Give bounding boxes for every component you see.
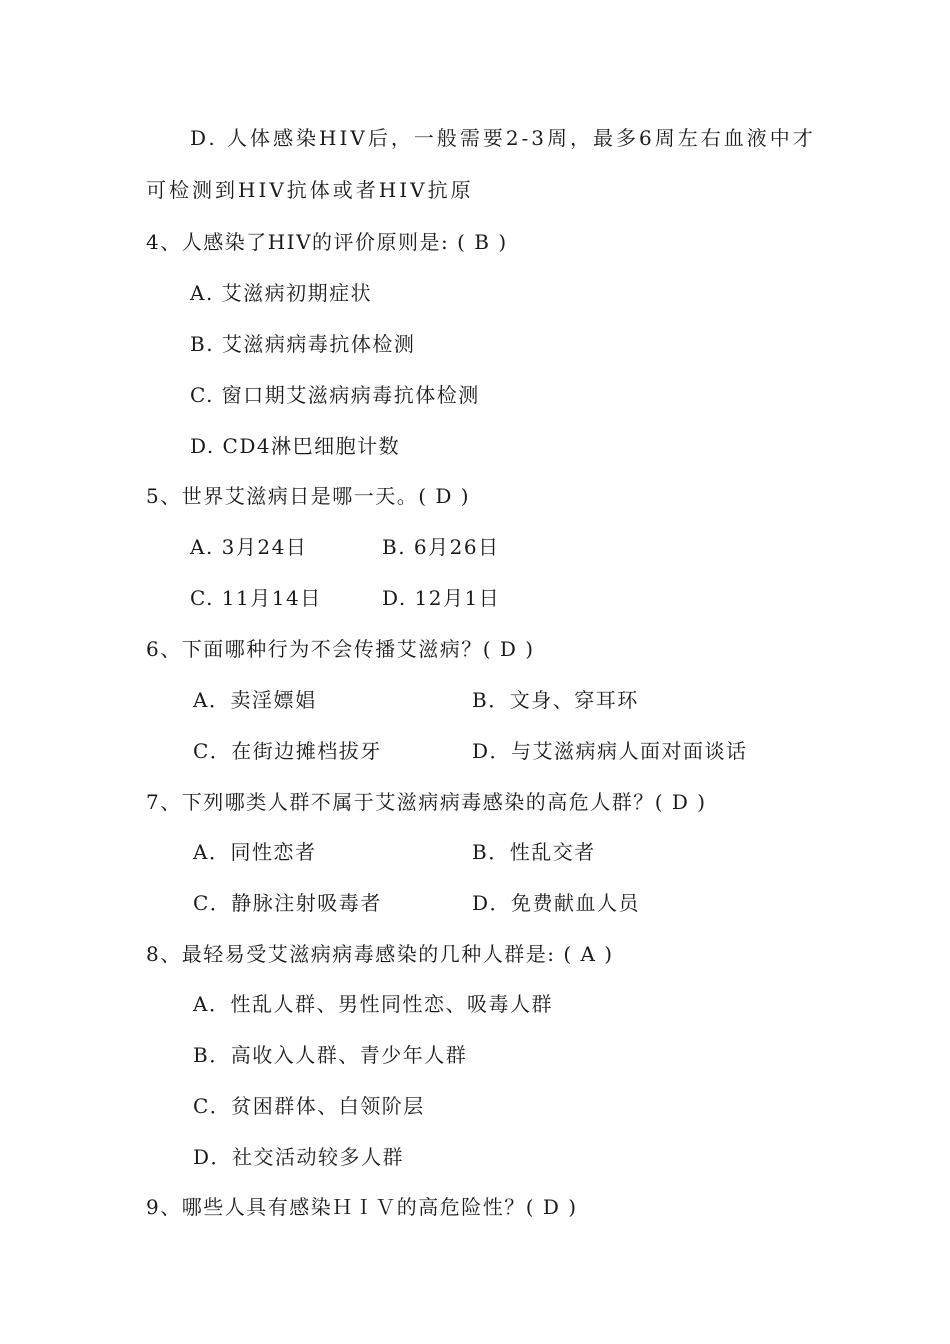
question-7: 7、下列哪类人群不属于艾滋病病毒感染的高危人群？( D ) xyxy=(146,790,707,814)
question-7-option-a: A．同性恋者 xyxy=(193,840,317,864)
question-6-option-a: A．卖淫嫖娼 xyxy=(193,688,317,712)
question-6-option-c: C．在街边摊档拔牙 xyxy=(193,739,382,763)
question-7-option-c: C．静脉注射吸毒者 xyxy=(193,891,382,915)
question-8-option-c: C．贫困群体、白领阶层 xyxy=(193,1094,425,1118)
question-6-option-b: B．文身、穿耳环 xyxy=(472,688,639,712)
question-5: 5、世界艾滋病日是哪一天。( D ) xyxy=(146,484,471,508)
question-6: 6、下面哪种行为不会传播艾滋病？( D ) xyxy=(146,637,535,661)
question-7-option-b: B．性乱交者 xyxy=(472,840,596,864)
question-4-option-a: A. 艾滋病初期症状 xyxy=(190,281,373,305)
question-5-option-d: D. 12月1日 xyxy=(382,586,501,610)
question-5-option-a: A. 3月24日 xyxy=(190,535,308,559)
question-4-option-d: D. CD4淋巴细胞计数 xyxy=(190,434,401,458)
question-8-option-b: B．高收入人群、青少年人群 xyxy=(193,1043,468,1067)
question-9: 9、哪些人具有感染ＨＩＶ的高危险性？( D ) xyxy=(146,1195,578,1219)
question-8-option-a: A．性乱人群、男性同性恋、吸毒人群 xyxy=(193,992,553,1016)
question-5-option-c: C. 11月14日 xyxy=(190,586,322,610)
option-d-text-line1: D. 人体感染HIV后，一般需要2-3周，最多6周左右血液中才 xyxy=(190,126,816,150)
question-8: 8、最轻易受艾滋病病毒感染的几种人群是: ( A ) xyxy=(146,942,614,966)
question-5-option-b: B. 6月26日 xyxy=(382,535,500,559)
option-d-text-line2: 可检测到HIV抗体或者HIV抗原 xyxy=(146,178,474,202)
question-8-option-d: D．社交活动较多人群 xyxy=(193,1145,405,1169)
question-6-option-d: D．与艾滋病病人面对面谈话 xyxy=(472,739,748,763)
question-4-option-c: C. 窗口期艾滋病病毒抗体检测 xyxy=(190,383,480,407)
question-4-option-b: B. 艾滋病病毒抗体检测 xyxy=(190,332,416,356)
question-7-option-d: D．免费献血人员 xyxy=(472,891,641,915)
question-4: 4、人感染了HIV的评价原则是: ( B ) xyxy=(146,230,508,254)
